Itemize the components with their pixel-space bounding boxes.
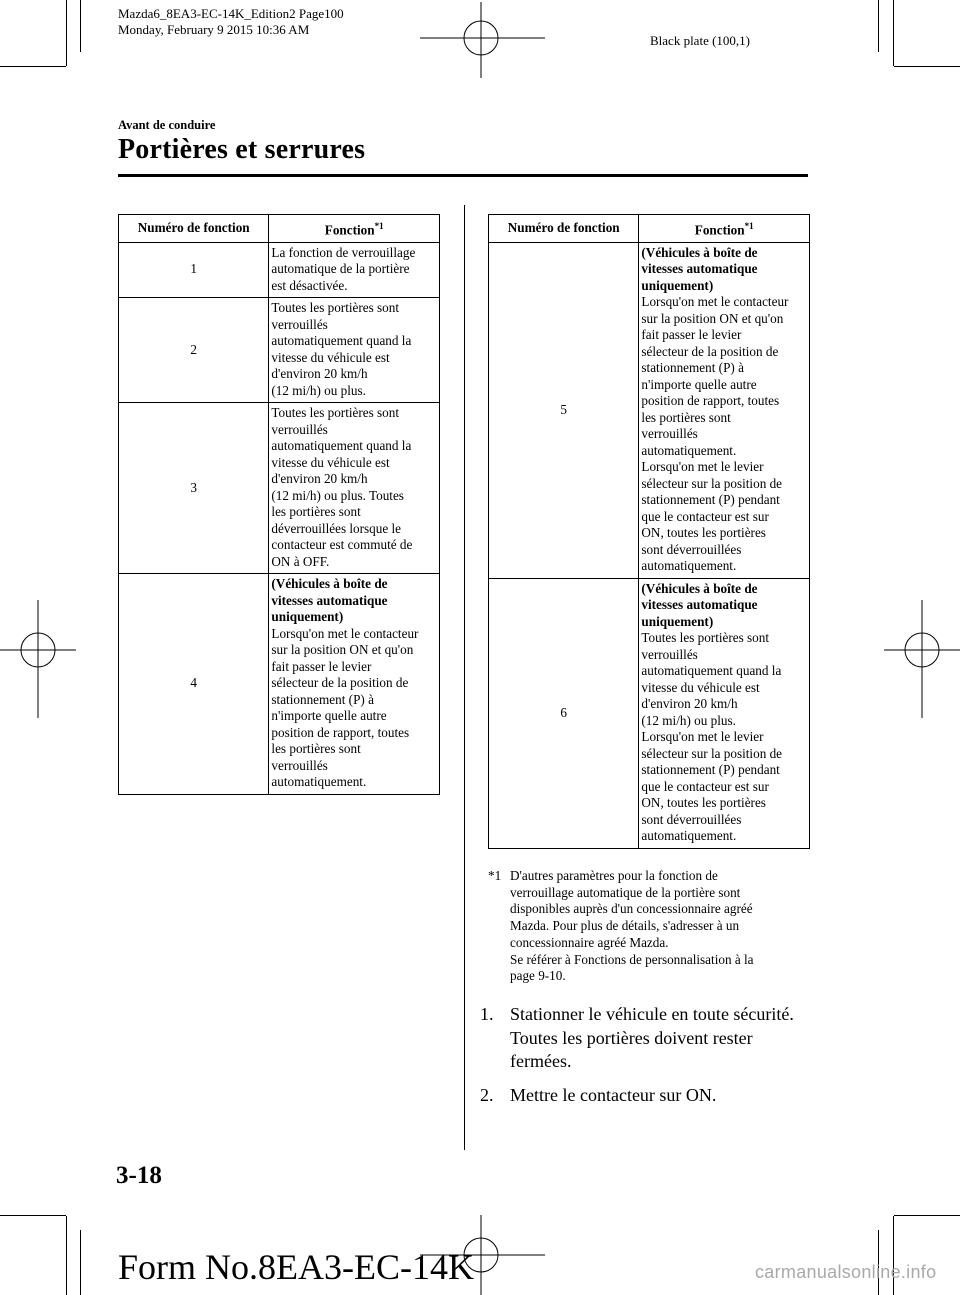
- plate-label: Black plate (100,1): [650, 33, 750, 48]
- description-line: Lorsqu'on met le contacteur: [271, 625, 419, 641]
- step-text-line: Toutes les portières doivent rester: [510, 1027, 753, 1048]
- description-line: d'environ 20 km/h: [271, 471, 368, 487]
- function-number: 1: [119, 242, 269, 298]
- description-line: vitesse du véhicule est: [271, 454, 390, 470]
- description-heading-line: (Véhicules à boîte de: [271, 576, 388, 592]
- footnote-line: disponibles auprès d'un concessionnaire agréé: [510, 901, 753, 917]
- description-line: automatiquement quand la: [641, 663, 782, 679]
- description-line: Toutes les portières sont: [641, 630, 770, 646]
- col-header-function: [269, 215, 440, 243]
- function-table-right: [488, 214, 810, 849]
- description-line: (12 mi/h) ou plus.: [271, 382, 366, 398]
- description-line: vitesse du véhicule est: [271, 349, 390, 365]
- table-row: [119, 574, 440, 795]
- col-header-function: [639, 215, 810, 243]
- description-line: les portières sont: [271, 741, 361, 757]
- col-header-number: Numéro de fonction: [489, 215, 639, 243]
- description-line: position de rapport, toutes: [641, 393, 780, 409]
- function-table-left: [118, 214, 440, 795]
- description-line: ON, toutes les portières: [641, 795, 766, 811]
- description-line: verrouillés: [271, 757, 328, 773]
- crop-mark: [0, 66, 66, 67]
- table-header-row: [489, 215, 810, 243]
- footnote-text: [510, 868, 808, 985]
- col-header-number: Numéro de fonction: [119, 215, 269, 243]
- description-line: ON, toutes les portières: [641, 525, 766, 541]
- description-heading-line: vitesses automatique: [641, 261, 758, 277]
- description-line: stationnement (P) à: [271, 691, 374, 707]
- description-line: Lorsqu'on met le levier: [641, 729, 764, 745]
- description-line: Lorsqu'on met le contacteur: [641, 294, 789, 310]
- function-number: 5: [489, 242, 639, 578]
- crop-mark: [893, 0, 894, 66]
- step-text-line: Mettre le contacteur sur ON.: [510, 1084, 717, 1105]
- description-line: stationnement (P) pendant: [641, 762, 780, 778]
- crop-mark: [66, 1216, 67, 1295]
- footnote-line: Se référer à Fonctions de personnalisation à la: [510, 951, 754, 967]
- col-header-function-label: Fonction: [694, 222, 745, 238]
- description-heading-line: uniquement): [641, 613, 714, 629]
- crop-mark: [894, 1215, 960, 1216]
- footnote-mark: *1: [488, 868, 502, 883]
- description-line: automatiquement.: [641, 442, 737, 458]
- description-heading-line: vitesses automatique: [641, 597, 758, 613]
- function-number: 2: [119, 298, 269, 403]
- function-description: [269, 403, 440, 574]
- description-line: automatiquement.: [641, 558, 737, 574]
- col-header-function-label: Fonction: [324, 222, 375, 238]
- print-metadata-date: Monday, February 9 2015 10:36 AM: [118, 22, 310, 37]
- registration-mark-right: [880, 600, 960, 720]
- print-metadata: [118, 6, 344, 38]
- description-line: n'importe quelle autre: [271, 708, 387, 724]
- function-description: [639, 242, 810, 578]
- description-line: sont déverrouillées: [641, 541, 742, 557]
- description-line: (12 mi/h) ou plus.: [641, 712, 736, 728]
- description-line: position de rapport, toutes: [271, 724, 410, 740]
- footnote-line: page 9-10.: [510, 968, 566, 984]
- function-description: [269, 242, 440, 298]
- description-line: automatiquement quand la: [271, 333, 412, 349]
- description-heading-line: (Véhicules à boîte de: [641, 580, 758, 596]
- crop-mark: [893, 1216, 894, 1295]
- crop-mark: [66, 0, 67, 66]
- crop-mark: [80, 1230, 81, 1295]
- table-row: [489, 242, 810, 578]
- description-line: sur la position ON et qu'on: [271, 642, 414, 658]
- footnote-line: concessionnaire agréé Mazda.: [510, 934, 669, 950]
- description-line: sélecteur de la position de: [641, 343, 779, 359]
- table-row: [119, 403, 440, 574]
- description-line: fait passer le levier: [641, 327, 742, 343]
- description-heading-line: (Véhicules à boîte de: [641, 244, 758, 260]
- description-line: sont déverrouillées: [641, 811, 742, 827]
- description-line: sur la position ON et qu'on: [641, 310, 784, 326]
- footnote-ref: *1: [374, 221, 384, 231]
- description-line: que le contacteur est sur: [641, 778, 769, 794]
- footnote-line: Mazda. Pour plus de détails, s'adresser à un: [510, 918, 740, 934]
- description-line: verrouillés: [641, 646, 698, 662]
- description-line: Toutes les portières sont: [271, 300, 400, 316]
- registration-mark-top: [420, 0, 550, 80]
- description-line: ON à OFF.: [271, 553, 330, 569]
- crop-mark: [894, 66, 960, 67]
- table-row: [489, 578, 810, 848]
- description-line: sélecteur de la position de: [271, 675, 409, 691]
- table-header-row: [119, 215, 440, 243]
- description-line: automatique de la portière: [271, 261, 410, 277]
- footnote: [488, 868, 808, 985]
- description-line: automatiquement quand la: [271, 438, 412, 454]
- page-title: Portières et serrures: [118, 134, 366, 165]
- function-description: [269, 574, 440, 795]
- function-number: 3: [119, 403, 269, 574]
- step-number: 2.: [480, 1084, 494, 1105]
- function-number: 6: [489, 578, 639, 848]
- crop-mark: [80, 0, 81, 52]
- table-row: [119, 298, 440, 403]
- description-line: verrouillés: [641, 426, 698, 442]
- description-line: que le contacteur est sur: [641, 508, 769, 524]
- table-row: [119, 242, 440, 298]
- description-heading-line: uniquement): [271, 609, 344, 625]
- step-text-line: Stationner le véhicule en toute sécurité.: [510, 1004, 794, 1024]
- description-line: verrouillés: [271, 421, 328, 437]
- description-line: est désactivée.: [271, 277, 348, 293]
- description-line: fait passer le levier: [271, 658, 372, 674]
- description-line: les portières sont: [641, 409, 731, 425]
- description-line: vitesse du véhicule est: [641, 679, 760, 695]
- description-heading-line: vitesses automatique: [271, 592, 388, 608]
- procedure-steps: [480, 1003, 810, 1117]
- footnote-line: D'autres paramètres pour la fonction de: [510, 868, 718, 883]
- section-label: Avant de conduire: [118, 118, 216, 132]
- description-line: sélecteur sur la position de: [641, 475, 783, 491]
- step-number: 1.: [480, 1004, 494, 1024]
- description-line: déverrouillées lorsque le: [271, 520, 402, 536]
- description-line: (12 mi/h) ou plus. Toutes: [271, 487, 404, 503]
- description-line: les portières sont: [271, 504, 361, 520]
- function-description: [639, 578, 810, 848]
- description-line: verrouillés: [271, 316, 328, 332]
- crop-mark: [0, 1215, 66, 1216]
- step-text-line: fermées.: [510, 1051, 572, 1071]
- registration-mark-left: [0, 600, 80, 720]
- description-line: stationnement (P) pendant: [641, 492, 780, 508]
- footnote-line: verrouillage automatique de la portière sont: [510, 884, 741, 900]
- crop-mark: [878, 0, 879, 52]
- description-line: Lorsqu'on met le levier: [641, 459, 764, 475]
- description-line: automatiquement.: [271, 774, 367, 790]
- step-item: [480, 1003, 810, 1074]
- form-number: Form No.8EA3-EC-14K: [118, 1247, 474, 1287]
- footnote-ref: *1: [744, 221, 754, 231]
- description-line: automatiquement.: [641, 828, 737, 844]
- column-divider: [464, 205, 465, 1150]
- description-line: Toutes les portières sont: [271, 405, 400, 421]
- function-number: 4: [119, 574, 269, 795]
- description-line: stationnement (P) à: [641, 360, 744, 376]
- description-line: contacteur est commuté de: [271, 537, 413, 553]
- description-line: d'environ 20 km/h: [271, 366, 368, 382]
- function-description: [269, 298, 440, 403]
- print-metadata-file: Mazda6_8EA3-EC-14K_Edition2 Page100: [118, 6, 344, 21]
- watermark: carmanualsonline.info: [755, 1262, 937, 1282]
- description-line: La fonction de verrouillage: [271, 244, 416, 260]
- page-number: 3-18: [116, 1162, 162, 1189]
- title-rule: [118, 174, 808, 177]
- description-line: d'environ 20 km/h: [641, 696, 738, 712]
- description-line: sélecteur sur la position de: [641, 745, 783, 761]
- description-heading-line: uniquement): [641, 277, 714, 293]
- description-line: n'importe quelle autre: [641, 376, 757, 392]
- step-item: [480, 1084, 810, 1108]
